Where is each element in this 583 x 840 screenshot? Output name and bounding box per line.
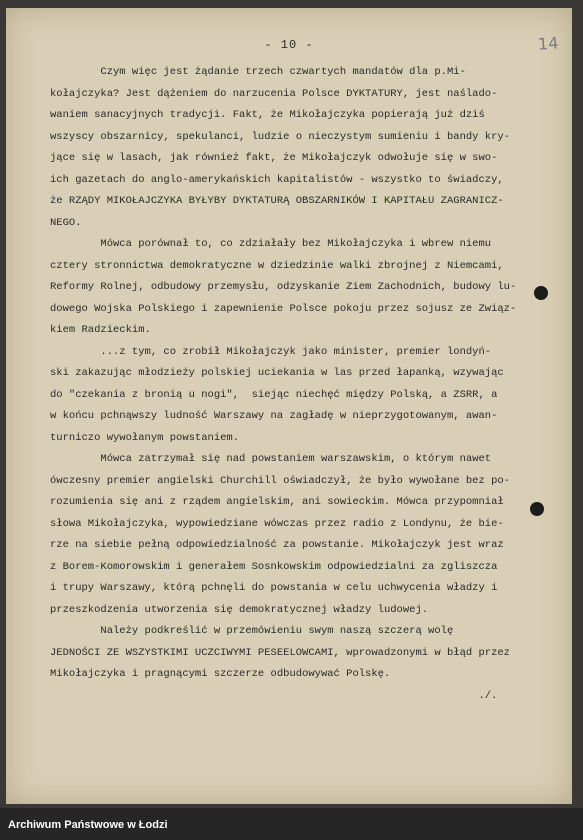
text-line: ...z tym, co zrobił Mikołajczyk jako minister, premier londyń- <box>50 345 492 358</box>
page-number: - 10 - <box>264 38 314 52</box>
archive-page-number: 14 <box>537 33 559 54</box>
text-line: w końcu pchnąwszy ludność Warszawy na zagładę w nieprzygotowanym, awan- <box>50 410 498 422</box>
text-line: dowego Wojska Polskiego i zapewnienie Polsce pokoju przez sojusz ze Związ- <box>50 302 517 315</box>
text-line: Reformy Rolnej, odbudowy przemysłu, odzyskanie Ziem Zachodnich, budowy lu- <box>50 281 517 293</box>
text-line: i trupy Warszawy, którą pchnęli do powstania w celu uchwycenia władzy i <box>50 582 498 594</box>
document-body <box>50 62 570 707</box>
continuation-mark: ./. <box>50 689 498 702</box>
text-line: jące się w lasach, jak również fakt, że Mikołajczyk odwołuje się w swo- <box>50 152 498 164</box>
text-line: do "czekania z bronią u nogi", siejąc niechęć między Polską, a ZSRR, a <box>50 388 498 401</box>
text-line: że RZĄDY MIKOŁAJCZYKA BYŁYBY DYKTATURĄ OBSZARNIKÓW I KAPITAŁU ZAGRANICZ- <box>50 195 504 207</box>
text-line: Mikołajczyka i pragnącymi szczerze odbudowywać Polskę. <box>50 668 391 680</box>
document-page <box>6 8 572 804</box>
text-line: ich gazetach do anglo-amerykańskich kapitalistów - wszystko to świadczy, <box>50 173 504 186</box>
punch-hole-bottom <box>530 502 544 516</box>
text-line: turniczo wywołanym powstaniem. <box>50 431 240 444</box>
text-line: wszyscy obszarnicy, spekulanci, ludzie o nieczystym sumieniu i bandy kry- <box>50 130 510 143</box>
text-line: kiem Radzieckim. <box>50 324 151 336</box>
archive-footer <box>0 808 583 840</box>
text-line: przeszkodzenia utworzenia się demokratycznej władzy ludowej. <box>50 603 429 616</box>
punch-hole-top <box>534 286 548 300</box>
text-line: z Borem-Komorowskim i generałem Sosnkowskim odpowiedzialni za zgliszcza <box>50 560 498 573</box>
archive-label: Archiwum Państwowe w Łodzi <box>8 819 168 831</box>
text-line: słowa Mikołajczyka, wypowiedziane wówczas przez radio z Londynu, że bie- <box>50 517 504 530</box>
text-line: JEDNOŚCI ZE WSZYSTKIMI UCZCIWYMI PESEELOWCAMI, wprowadzonymi w błąd przez <box>50 646 510 659</box>
text-line: Mówca zatrzymał się nad powstaniem warszawskim, o którym nawet <box>50 453 492 465</box>
text-line: kołajczyka? Jest dążeniem do narzucenia Polsce DYKTATURY, jest naślado- <box>50 87 498 100</box>
text-line: rozumienia się ani z rządem angielskim, ani sowieckim. Mówca przypomniał <box>50 496 504 508</box>
text-line: NEGO. <box>50 216 82 229</box>
text-line: Należy podkreślić w przemówieniu swym naszą szczerą wolę <box>50 625 454 637</box>
text-line: rze na siebie pełną odpowiedzialność za powstanie. Mikołajczyk jest wraz <box>50 539 504 551</box>
text-line: cztery stronnictwa demokratyczne w dziedzinie walki zbrojnej z Niemcami, <box>50 259 504 272</box>
text-line: ówczesny premier angielski Churchill oświadczył, że było wywołane bez po- <box>50 474 510 487</box>
text-line: waniem sanacyjnych tradycji. Fakt, że Mikołajczyka popierają już dziś <box>50 109 485 121</box>
text-line: ski zakazując młodzieży polskiej uciekania w las przed łapanką, wzywając <box>50 367 504 379</box>
text-line: Czym więc jest żądanie trzech czwartych mandatów dla p.Mi- <box>50 66 466 78</box>
text-line: Mówca porównał to, co zdziałały bez Mikołajczyka i wbrew niemu <box>50 238 492 250</box>
